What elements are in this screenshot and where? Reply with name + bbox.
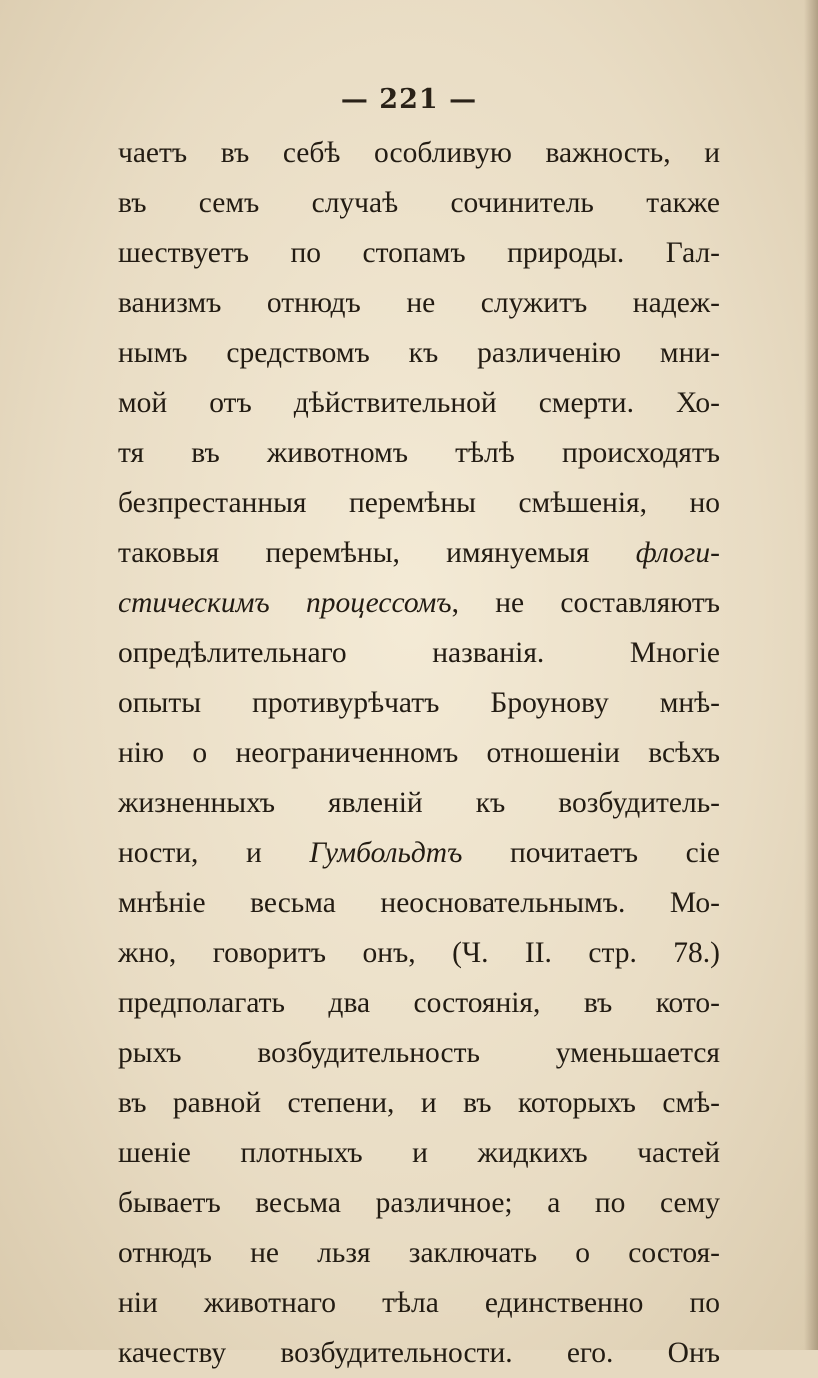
page-edge-shadow [804,0,818,1350]
text-line [118,1078,720,1128]
text-line [118,1278,720,1328]
text-line [118,1328,720,1378]
text-line [118,578,720,628]
text-line [118,128,720,178]
italic-text-segment: Гумбольдтъ [309,837,463,869]
text-segment: шеніе плотныхъ и жидкихъ частей [118,1137,720,1169]
text-line [118,328,720,378]
text-line [118,228,720,278]
text-segment: въ семъ случаѣ сочинитель также [118,187,720,219]
text-segment: опредѣлительнаго названія. Многіе [118,637,720,669]
text-line [118,678,720,728]
italic-text-segment: стическимъ процессомъ [118,587,452,619]
text-line [118,178,720,228]
text-line [118,478,720,528]
text-line [118,628,720,678]
text-segment: жизненныхъ явленій къ возбудитель- [118,787,720,819]
text-segment: жно, говоритъ онъ, (Ч. II. стр. 78.) [118,937,720,969]
text-segment: качеству возбудительности. его. Онъ [118,1337,720,1369]
text-segment: безпрестанныя перемѣны смѣшенія, но [118,487,720,519]
text-segment: тя въ животномъ тѣлѣ происходятъ [118,437,720,469]
text-segment: ности, и [118,837,310,869]
text-line [118,1228,720,1278]
text-segment: чаетъ въ себѣ особливую важность, и [118,137,720,169]
page-number: — 221 — [340,84,478,115]
text-line [118,978,720,1028]
text-line [118,428,720,478]
text-segment: мой отъ дѣйствительной смерти. Хо- [118,387,720,419]
text-segment: почитаетъ сіе [462,837,720,869]
text-segment: нію о неограниченномъ отношеніи всѣхъ [118,737,720,769]
italic-text-segment: флоги- [635,537,720,569]
text-segment: рыхъ возбудительность уменьшается [118,1037,720,1069]
text-line [118,1128,720,1178]
text-segment: нымъ средствомъ къ различенію мни- [118,337,720,369]
text-segment: опыты противурѣчатъ Броунову мнѣ- [118,687,720,719]
text-line [118,778,720,828]
body-text [118,128,720,1378]
text-segment: бываетъ весьма различное; а по сему [118,1187,720,1219]
text-line [118,1028,720,1078]
text-segment: въ равной степени, и въ которыхъ смѣ- [118,1087,720,1119]
text-segment: отнюдъ не льзя заключать о состоя- [118,1237,720,1269]
text-segment: ванизмъ отнюдъ не служитъ надеж- [118,287,720,319]
text-segment: , не составляютъ [451,587,720,619]
text-line [118,528,720,578]
text-line [118,278,720,328]
text-line [118,728,720,778]
text-line [118,878,720,928]
text-line [118,378,720,428]
text-segment: мнѣніе весьма неосновательнымъ. Мо- [118,887,720,919]
text-segment: предполагать два состоянія, въ кото- [118,987,720,1019]
text-line [118,1178,720,1228]
text-segment: ніи животнаго тѣла единственно по [118,1287,720,1319]
text-line [118,828,720,878]
text-segment: таковыя перемѣны, имянуемыя [118,537,636,569]
text-line [118,928,720,978]
text-segment: шествуетъ по стопамъ природы. Гал- [118,237,720,269]
